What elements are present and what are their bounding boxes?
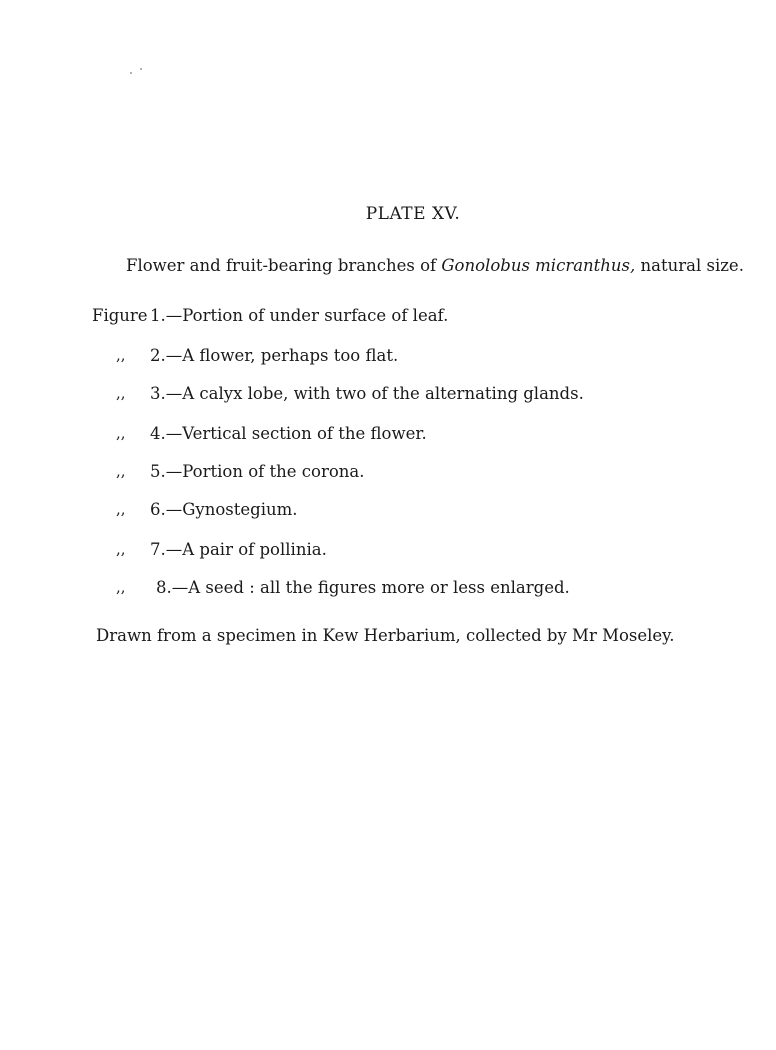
ditto-mark: ,, bbox=[116, 346, 126, 364]
ditto-mark: ,, bbox=[116, 424, 126, 442]
print-speck bbox=[140, 68, 142, 70]
specimen-credit: Drawn from a specimen in Kew Herbarium, collected by Mr Moseley. bbox=[96, 626, 675, 645]
figure-caption: 1.—Portion of under surface of leaf. bbox=[150, 306, 449, 325]
print-speck bbox=[130, 72, 132, 74]
intro-text-after: natural size. bbox=[635, 256, 744, 275]
ditto-mark: ,, bbox=[116, 462, 126, 480]
species-name: Gonolobus micranthus, bbox=[441, 256, 636, 275]
figure-caption: 2.—A flower, perhaps too flat. bbox=[150, 346, 399, 365]
plate-intro bbox=[126, 256, 744, 275]
ditto-mark: ,, bbox=[116, 540, 126, 558]
figure-caption: 7.—A pair of pollinia. bbox=[150, 540, 327, 559]
figure-caption: 4.—Vertical section of the flower. bbox=[150, 424, 427, 443]
ditto-mark: ,, bbox=[116, 578, 126, 596]
figure-caption: 5.—Portion of the corona. bbox=[150, 462, 365, 481]
ditto-mark: ,, bbox=[116, 384, 126, 402]
figure-caption: 8.—A seed : all the figures more or less enlarged. bbox=[156, 578, 570, 597]
plate-title: PLATE XV. bbox=[365, 204, 461, 224]
ditto-mark: ,, bbox=[116, 500, 126, 518]
intro-text-before: Flower and fruit-bearing branches of bbox=[126, 256, 442, 275]
figure-prefix: Figure bbox=[92, 306, 148, 325]
figure-caption: 3.—A calyx lobe, with two of the alternating glands. bbox=[150, 384, 584, 403]
figure-caption: 6.—Gynostegium. bbox=[150, 500, 298, 519]
